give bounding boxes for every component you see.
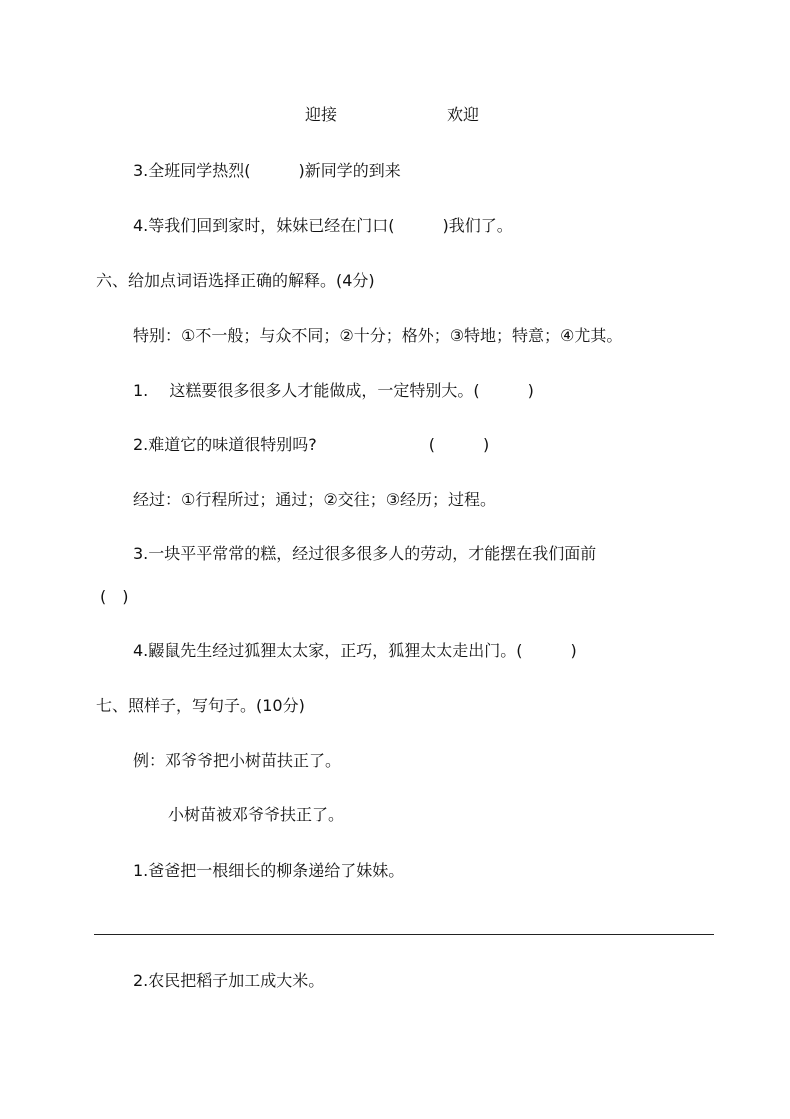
section-7-heading: 七、照样子，写句子。(10分) bbox=[96, 696, 305, 715]
definition-tebie: 特别：①不一般；与众不同；②十分；格外；③特地；特意；④尤其。 bbox=[133, 326, 623, 345]
question-7-2: 2.农民把稻子加工成大米。 bbox=[133, 971, 325, 990]
word-choice-1: 迎接 bbox=[305, 105, 338, 124]
answer-line bbox=[94, 934, 714, 935]
example-rewritten: 小树苗被邓爷爷扶正了。 bbox=[168, 805, 345, 824]
question-6-2: 2.难道它的味道很特别吗? ( ) bbox=[133, 435, 490, 454]
question-5-3: 3.全班同学热烈( )新同学的到来 bbox=[133, 161, 401, 180]
question-7-1: 1.爸爸把一根细长的柳条递给了妹妹。 bbox=[133, 861, 405, 880]
definition-jingguo: 经过：①行程所过；通过；②交往；③经历；过程。 bbox=[133, 490, 497, 509]
question-6-3-answer-blank: ( ) bbox=[100, 587, 129, 606]
question-6-1: 1. 这糕要很多很多人才能做成，一定特别大。( ) bbox=[133, 381, 534, 400]
question-5-4: 4.等我们回到家时，妹妹已经在门口( )我们了。 bbox=[133, 216, 513, 235]
example-sentence: 例：邓爷爷把小树苗扶正了。 bbox=[133, 751, 342, 770]
question-6-3: 3.一块平平常常的糕，经过很多很多人的劳动，才能摆在我们面前 bbox=[133, 544, 597, 563]
question-6-4: 4.鼹鼠先生经过狐狸太太家，正巧，狐狸太太走出门。( ) bbox=[133, 641, 577, 660]
word-choice-2: 欢迎 bbox=[447, 105, 480, 124]
section-6-heading: 六、给加点词语选择正确的解释。(4分) bbox=[96, 271, 375, 290]
